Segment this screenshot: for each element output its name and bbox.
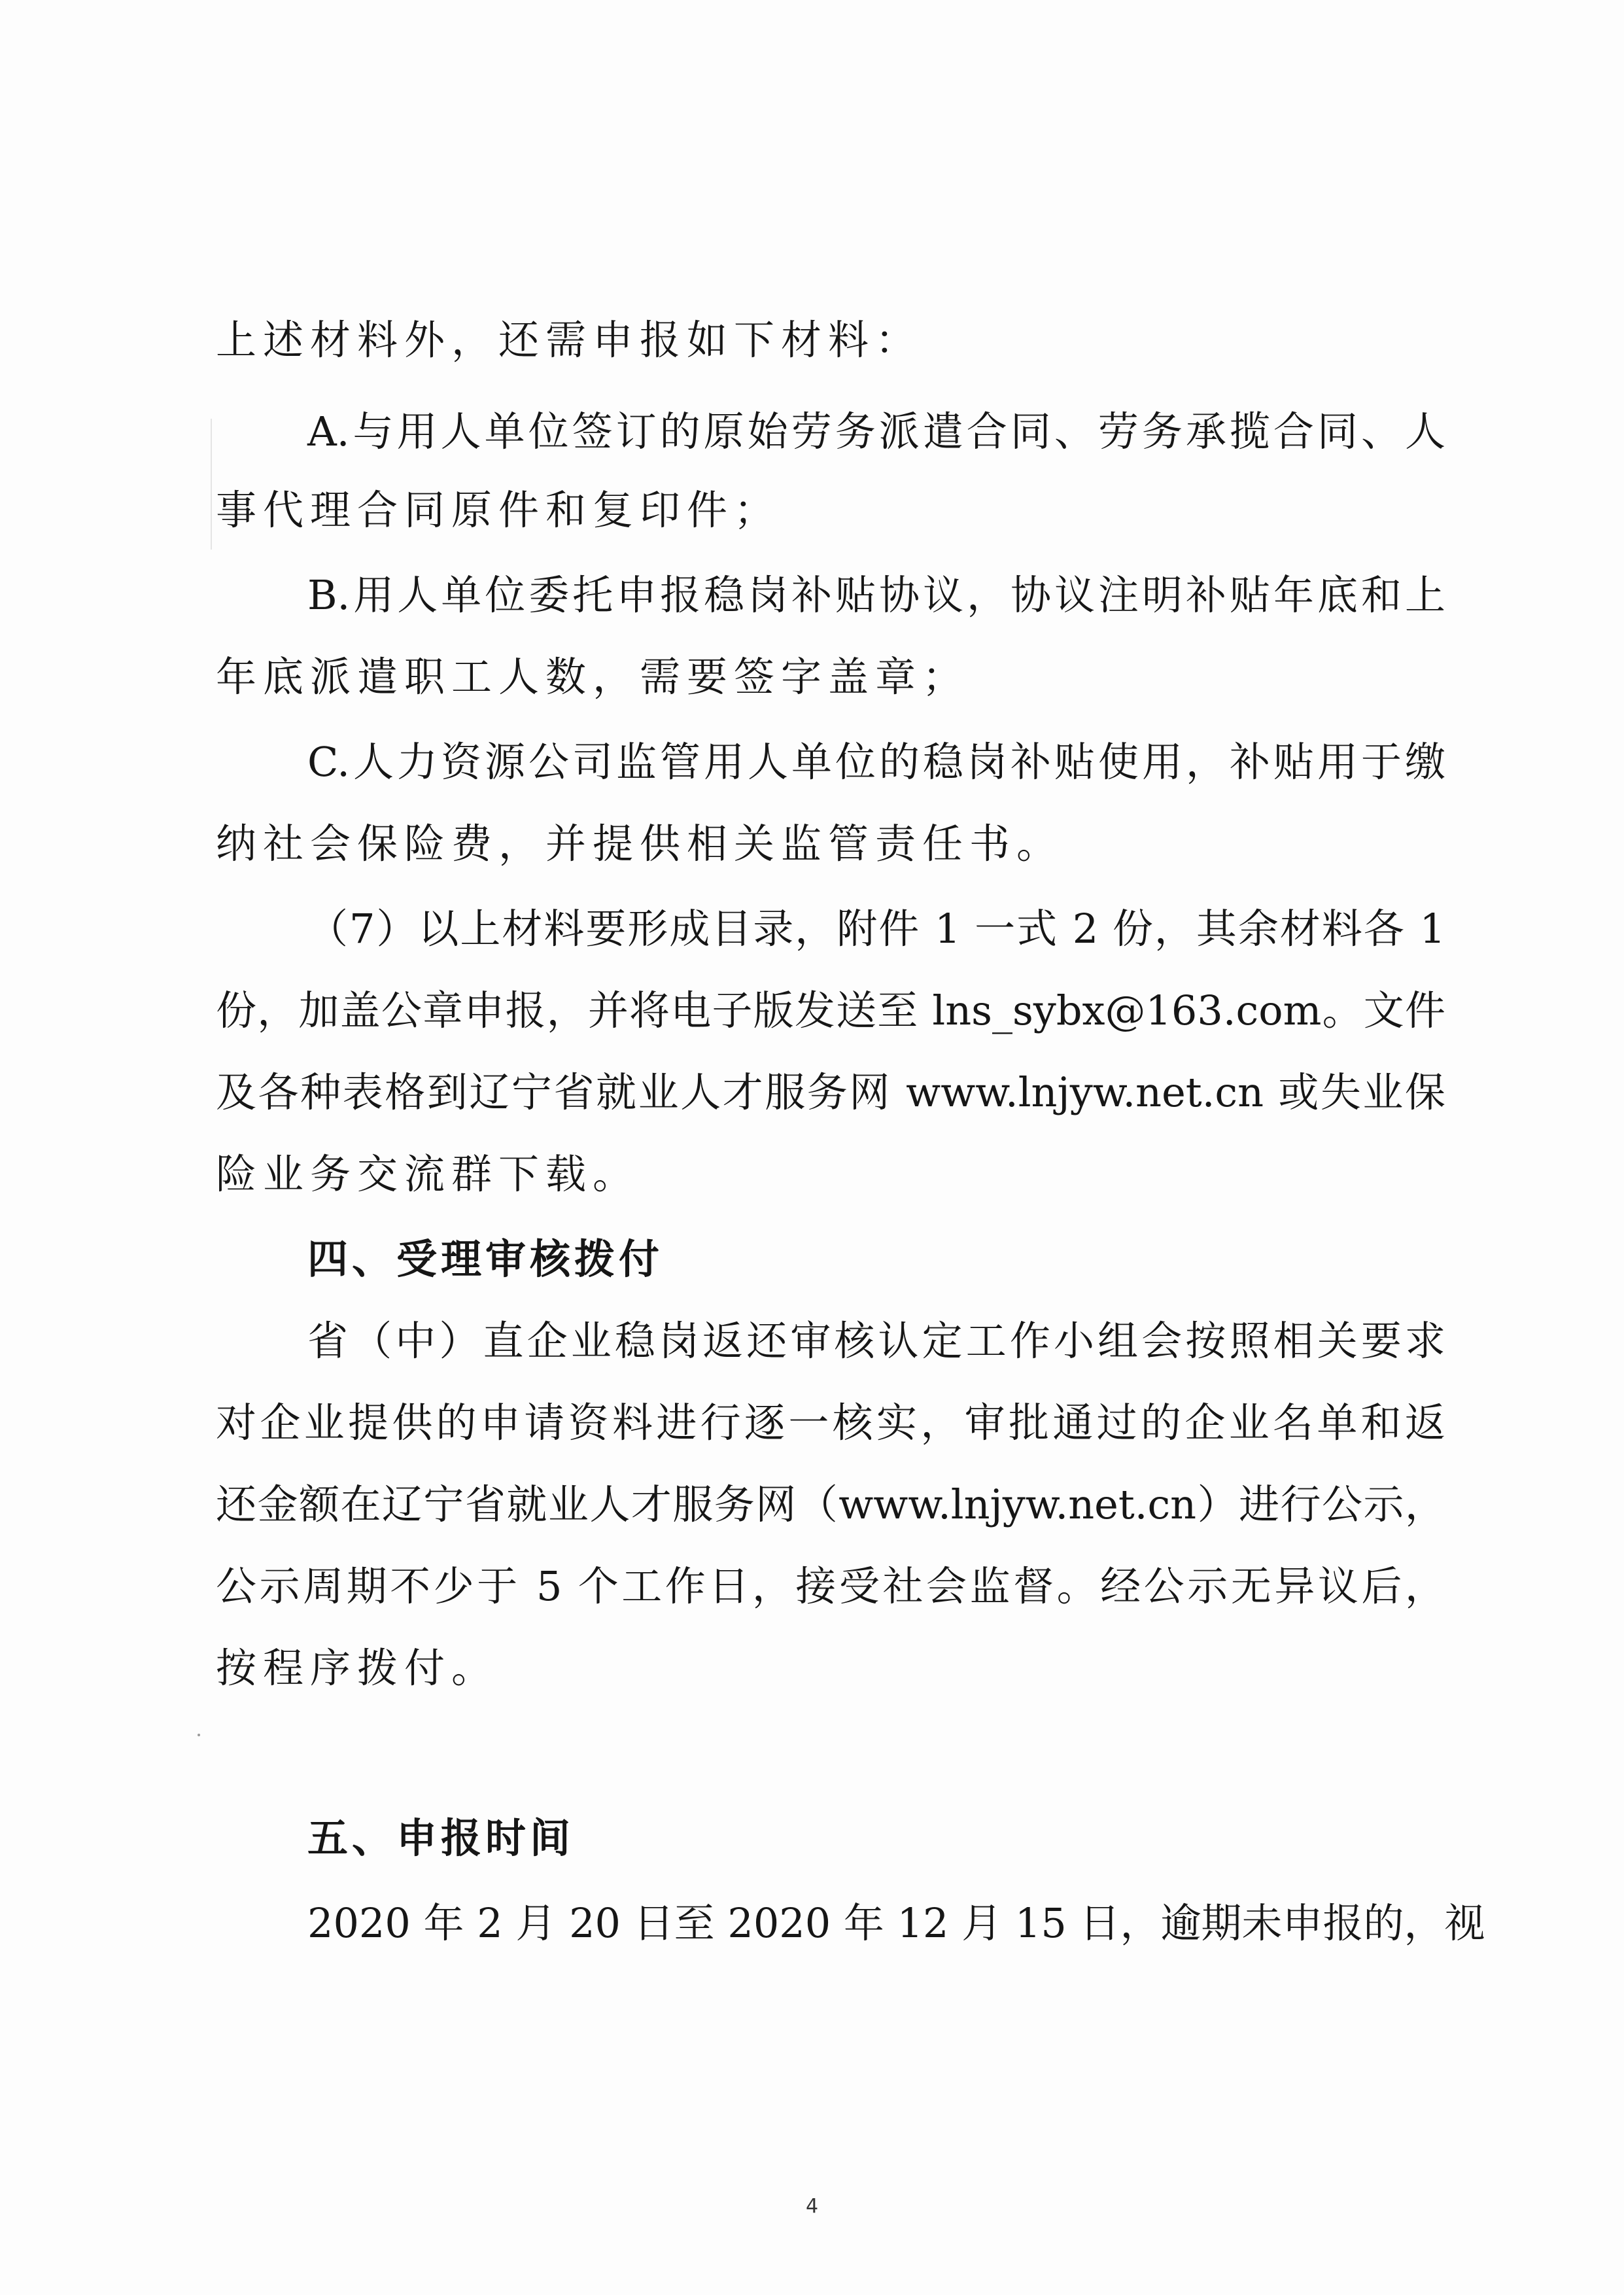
paragraph-line: 年底派遣职工人数，需要签字盖章； <box>216 653 970 701</box>
paragraph-line: 险业务交流群下载。 <box>216 1150 640 1198</box>
paragraph-line: 按程序拨付。 <box>216 1644 499 1692</box>
paragraph-line: 公示周期不少于 5 个工作日，接受社会监督。经公示无异议后， <box>216 1562 1445 1610</box>
paragraph-line: 份，加盖公章申报，并将电子版发送至 lns_sybx@163.com。文件 <box>216 987 1445 1034</box>
page-number: 4 <box>805 2195 819 2218</box>
paragraph-line: 及各种表格到辽宁省就业人才服务网 www.lnjyw.net.cn 或失业保 <box>216 1068 1445 1116</box>
paragraph-line: A.与用人单位签订的原始劳务派遣合同、劳务承揽合同、人 <box>307 408 1445 455</box>
paragraph-line: 事代理合同原件和复印件； <box>216 486 782 534</box>
paragraph-line: 上述材料外，还需申报如下材料： <box>216 316 923 364</box>
paragraph-line: 2020 年 2 月 20 日至 2020 年 12 月 15 日，逾期未申报的，视 <box>307 1899 1485 1947</box>
paragraph-line: C.人力资源公司监管用人单位的稳岗补贴使用，补贴用于缴 <box>307 738 1445 786</box>
paragraph-line: 纳社会保险费，并提供相关监管责任书。 <box>216 820 1064 867</box>
paragraph-line: 省（中）直企业稳岗返还审核认定工作小组会按照相关要求 <box>307 1317 1445 1365</box>
scan-margin-mark <box>211 419 212 550</box>
paragraph-line: 还金额在辽宁省就业人才服务网（www.lnjyw.net.cn）进行公示， <box>216 1480 1445 1528</box>
section-heading: 四、受理审核拨付 <box>307 1235 664 1283</box>
paragraph-line: B.用人单位委托申报稳岗补贴协议，协议注明补贴年底和上 <box>307 571 1445 619</box>
paragraph-line: 对企业提供的申请资料进行逐一核实，审批通过的企业名单和返 <box>216 1399 1445 1446</box>
scan-speck <box>198 1734 200 1736</box>
section-heading: 五、申报时间 <box>307 1814 575 1862</box>
paragraph-line: （7）以上材料要形成目录，附件 1 一式 2 份，其余材料各 1 <box>307 905 1445 953</box>
